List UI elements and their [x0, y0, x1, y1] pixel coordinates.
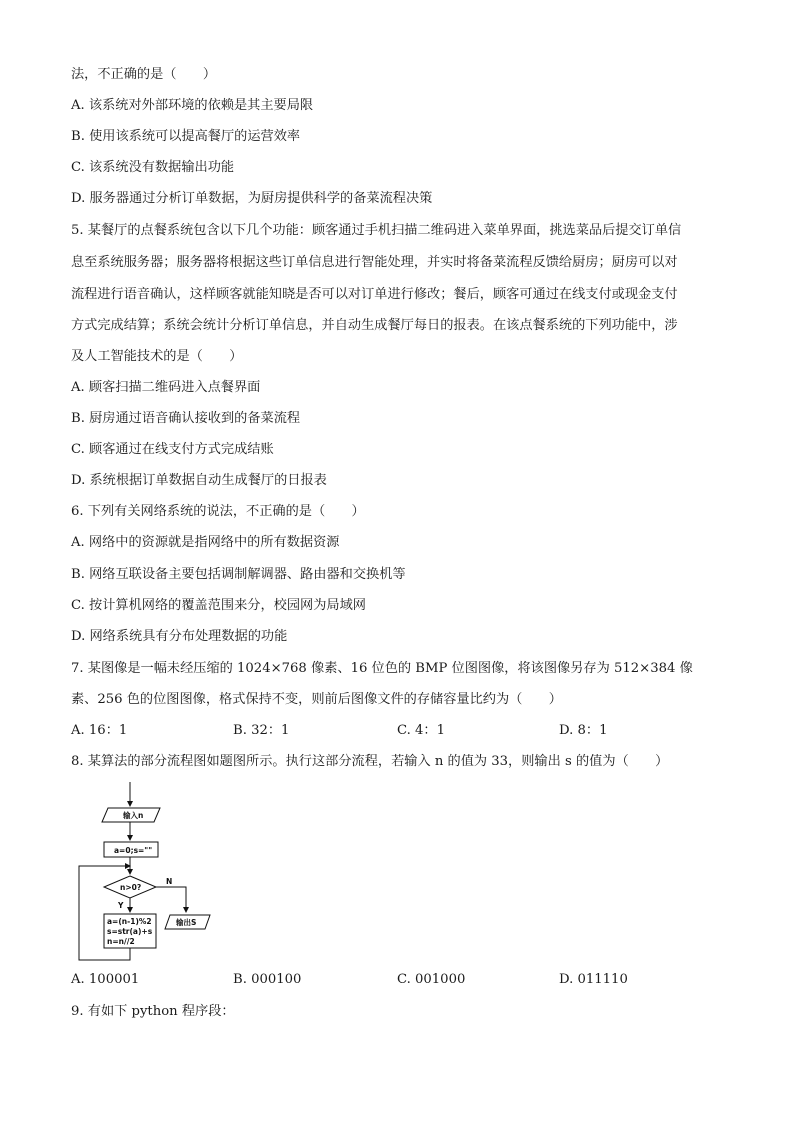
flowchart-body-line: s=str(a)+s [107, 927, 153, 936]
q7-option-d: D. 8：1 [559, 723, 608, 738]
q5-stem-line: 方式完成结算；系统会统计分析订单信息，并自动生成餐厅每日的报表。在该点餐系统的下列功能中，涉 [71, 318, 678, 333]
q7-stem-line: 素、256 色的位图图像，格式保持不变，则前后图像文件的存储容量比约为（ ） [71, 692, 562, 707]
q7-option-a: A. 16：1 [71, 723, 128, 738]
q6-option-b: B. 网络互联设备主要包括调制解调器、路由器和交换机等 [71, 567, 406, 582]
q5-stem-line: 及人工智能技术的是（ ） [71, 349, 243, 364]
q5-option-a: A. 顾客扫描二维码进入点餐界面 [71, 380, 261, 395]
q8-stem: 8. 某算法的部分流程图如题图所示。执行这部分流程，若输入 n 的值为 33，则输出 s 的值为（ ） [71, 754, 669, 769]
flowchart-no-label: N [166, 877, 173, 886]
flowchart-input-label: 输入n [123, 811, 144, 820]
q9-stem: 9. 有如下 python 程序段： [71, 1004, 235, 1019]
flowchart-decision-label: n>0? [120, 883, 142, 892]
q5-option-b: B. 厨房通过语音确认接收到的备菜流程 [71, 411, 301, 426]
flowchart-yes-label: Y [118, 901, 124, 910]
q5-option-c: C. 顾客通过在线支付方式完成结账 [71, 442, 274, 457]
q5-stem-line: 5. 某餐厅的点餐系统包含以下几个功能：顾客通过手机扫描二维码进入菜单界面，挑选菜品后提交订单信 [71, 223, 682, 238]
q4-stem-tail: 法，不正确的是（ ） [71, 67, 217, 82]
q6-option-a: A. 网络中的资源就是指网络中的所有数据资源 [71, 535, 340, 550]
q7-option-c: C. 4：1 [397, 723, 445, 738]
q4-option-a: A. 该系统对外部环境的依赖是其主要局限 [71, 98, 314, 113]
flowchart-output-label: 输出S [176, 918, 197, 927]
q4-option-d: D. 服务器通过分析订单数据，为厨房提供科学的备菜流程决策 [71, 191, 433, 206]
q8-flowchart [74, 780, 234, 965]
flowchart-init-label: a=0;s="" [114, 846, 153, 855]
q7-stem-line: 7. 某图像是一幅未经压缩的 1024×768 像素、16 位色的 BMP 位图图像，将该图像另存为 512×384 像 [71, 661, 693, 676]
q7-option-b: B. 32：1 [233, 723, 290, 738]
flowchart-body-line: n=n//2 [107, 937, 135, 946]
q4-option-b: B. 使用该系统可以提高餐厅的运营效率 [71, 129, 301, 144]
q5-stem-line: 流程进行语音确认，这样顾客就能知晓是否可以对订单进行修改；餐后，顾客可通过在线支付或现金支付 [71, 287, 678, 302]
q8-option-b: B. 000100 [233, 972, 302, 987]
q6-option-c: C. 按计算机网络的覆盖范围来分，校园网为局域网 [71, 598, 366, 613]
q6-stem: 6. 下列有关网络系统的说法，不正确的是（ ） [71, 504, 365, 519]
q8-option-c: C. 001000 [397, 972, 466, 987]
q8-option-a: A. 100001 [71, 972, 140, 987]
q6-option-d: D. 网络系统具有分布处理数据的功能 [71, 629, 288, 644]
q8-option-d: D. 011110 [559, 972, 628, 987]
q5-stem-line: 息至系统服务器；服务器将根据这些订单信息进行智能处理，并实时将备菜流程反馈给厨房；厨房可以对 [71, 255, 678, 270]
flowchart-body-line: a=(n-1)%2 [107, 917, 152, 926]
q4-option-c: C. 该系统没有数据输出功能 [71, 160, 235, 175]
q5-option-d: D. 系统根据订单数据自动生成餐厅的日报表 [71, 473, 327, 488]
